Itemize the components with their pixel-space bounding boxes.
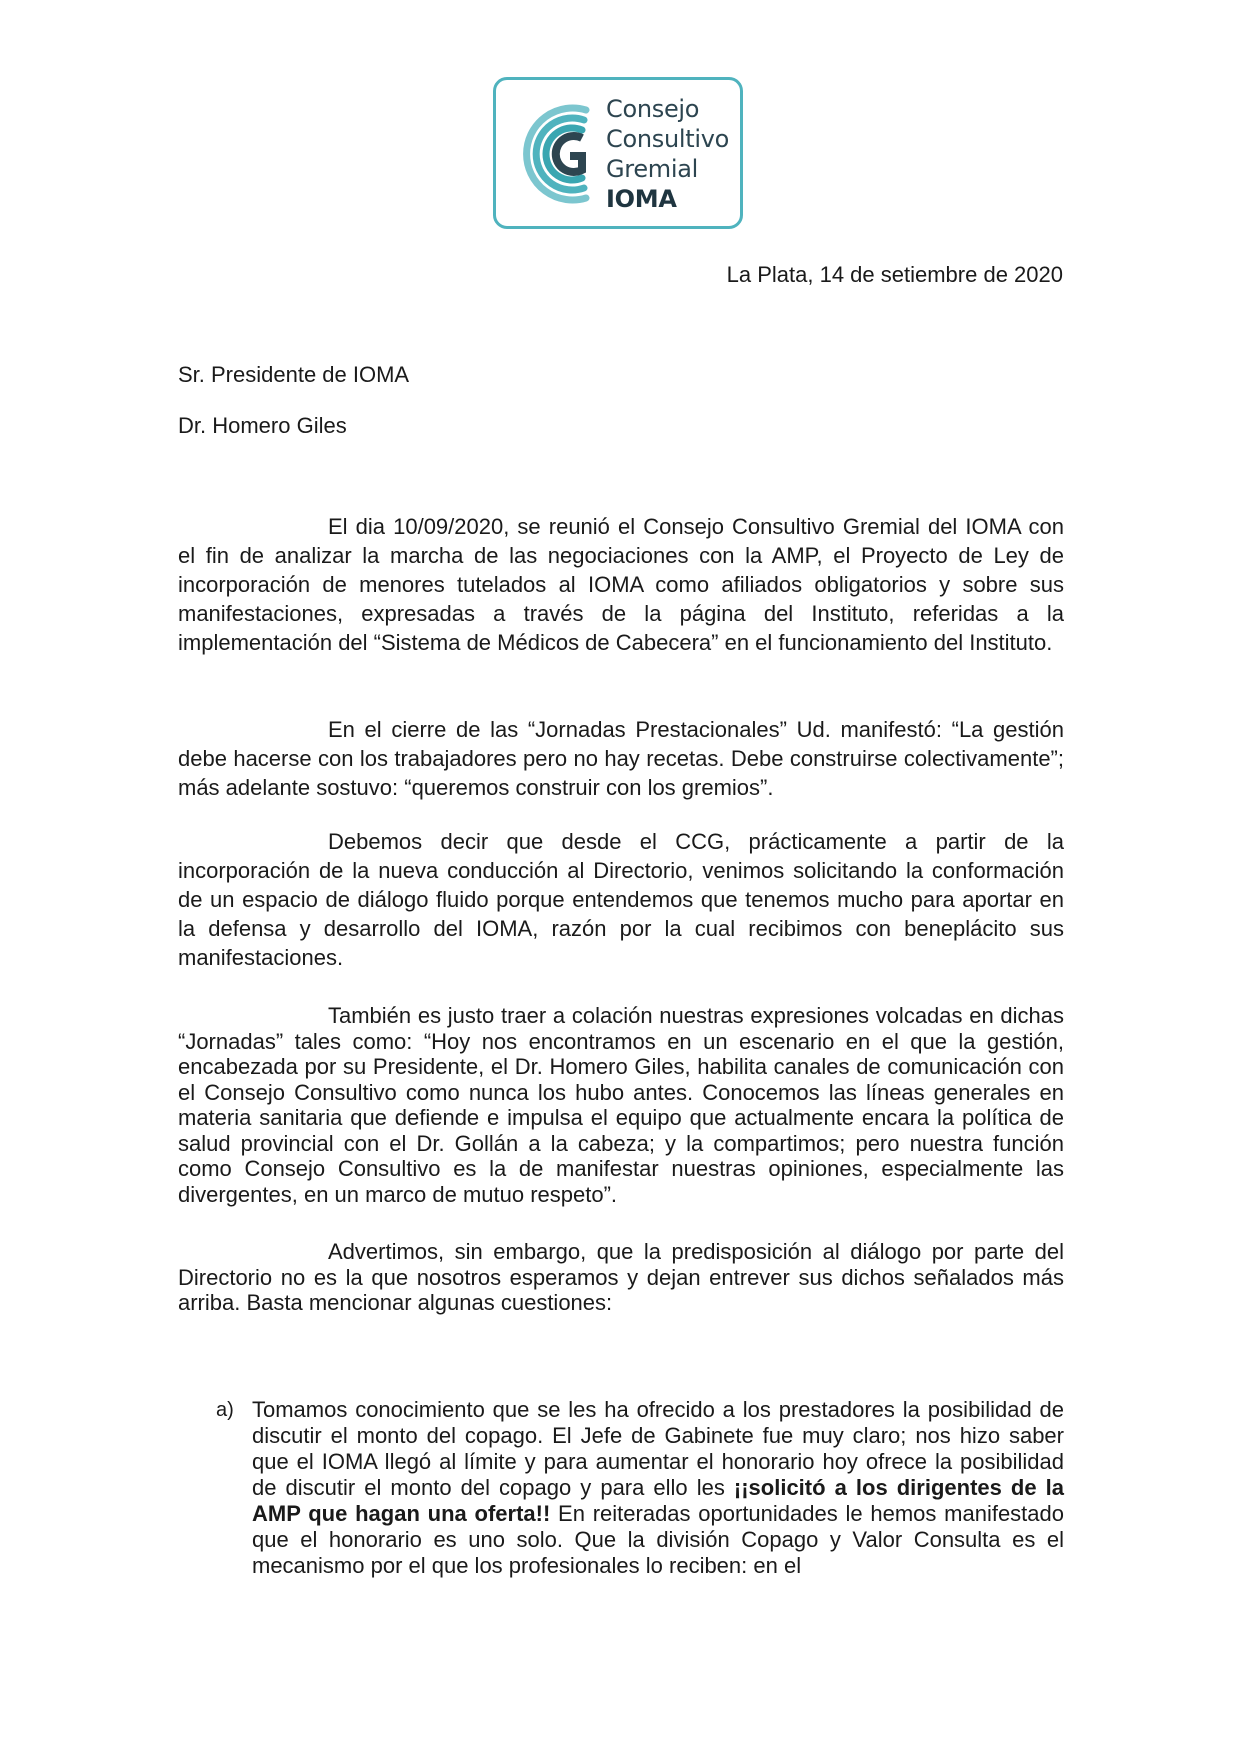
paragraph-4-text: También es justo traer a colación nuestras expresiones volcadas en dichas “Jornadas” tales como: “Hoy nos encontramos en un escenario en el que la gestión, encabezada por su Presidente, el Dr. Homero Giles, habilita canales de comunicación con el Consejo Consultivo como nunca los hubo antes. Conocemos las líneas generales en materia sanitaria que defiende e impulsa el equipo que actualmente encara la política de salud provincial con el Dr. Gollán a la cabeza; y la compartimos; pero nuestra función como Consejo Consultivo es la de manifestar nuestras opiniones, especialmente las divergentes, en un marco de mutuo respeto”. bbox=[178, 1003, 1064, 1207]
logo-line-1: Consejo bbox=[606, 95, 700, 123]
list-item-a bbox=[178, 1397, 1064, 1579]
paragraph-1-text: El dia 10/09/2020, se reunió el Consejo Consultivo Gremial del IOMA con el fin de analizar la marcha de las negociaciones con la AMP, el Proyecto de Ley de incorporación de menores tutelados al IOMA como afiliados obligatorios y sobre sus manifestaciones, expresadas a través de la página del Instituto, referidas a la implementación del “Sistema de Médicos de Cabecera” en el funcionamiento del Instituto. bbox=[178, 514, 1064, 655]
paragraph-1 bbox=[178, 512, 1064, 657]
paragraph-2-text: En el cierre de las “Jornadas Prestacionales” Ud. manifestó: “La gestión debe hacerse con los trabajadores pero no hay recetas. Debe construirse colectivamente”; más adelante sostuvo: “queremos construir con los gremios”. bbox=[178, 717, 1064, 800]
addressee-name: Dr. Homero Giles bbox=[178, 413, 347, 438]
paragraph-3-text: Debemos decir que desde el CCG, prácticamente a partir de la incorporación de la nueva conducción al Directorio, venimos solicitando la conformación de un espacio de diálogo fluido porque entendemos que tenemos mucho para aportar en la defensa y desarrollo del IOMA, razón por la cual recibimos con beneplácito sus manifestaciones. bbox=[178, 829, 1064, 970]
logo-line-3: Gremial bbox=[606, 155, 699, 183]
logo-text bbox=[606, 94, 729, 214]
list-text-bold: ¡¡solicitó a los dirigentes de la AMP que hagan una oferta!! bbox=[252, 1475, 1064, 1526]
letter-date: La Plata, 14 de setiembre de 2020 bbox=[726, 262, 1063, 287]
paragraph-5-text: Advertimos, sin embargo, que la predisposición al diálogo por parte del Directorio no es la que nosotros esperamos y dejan entrever sus dichos señalados más arriba. Basta mencionar algunas cuestiones: bbox=[178, 1239, 1064, 1315]
ccg-ioma-logo bbox=[493, 77, 743, 229]
list-text-after: En reiteradas oportunidades le hemos manifestado que el honorario es uno solo. Que la división Copago y Valor Consulta es el mecanismo por el que los profesionales lo reciben: en el bbox=[252, 1501, 1064, 1578]
list-marker: a) bbox=[216, 1399, 234, 1421]
logo-line-4: IOMA bbox=[606, 185, 677, 213]
paragraph-5 bbox=[178, 1239, 1064, 1316]
list-text-before: Tomamos conocimiento que se les ha ofrecido a los prestadores la posibilidad de discutir el monto del copago. El Jefe de Gabinete fue muy claro; nos hizo saber que el IOMA llegó al límite y para aumentar el honorario hoy ofrece la posibilidad de discutir el monto del copago y para ello les bbox=[252, 1397, 1064, 1500]
list-item-text bbox=[252, 1397, 1064, 1579]
paragraph-3 bbox=[178, 827, 1064, 972]
ccg-logo-mark bbox=[514, 100, 620, 208]
paragraph-4 bbox=[178, 1003, 1064, 1207]
addressee-title: Sr. Presidente de IOMA bbox=[178, 362, 410, 387]
logo-line-2: Consultivo bbox=[606, 125, 730, 153]
paragraph-2 bbox=[178, 715, 1064, 802]
